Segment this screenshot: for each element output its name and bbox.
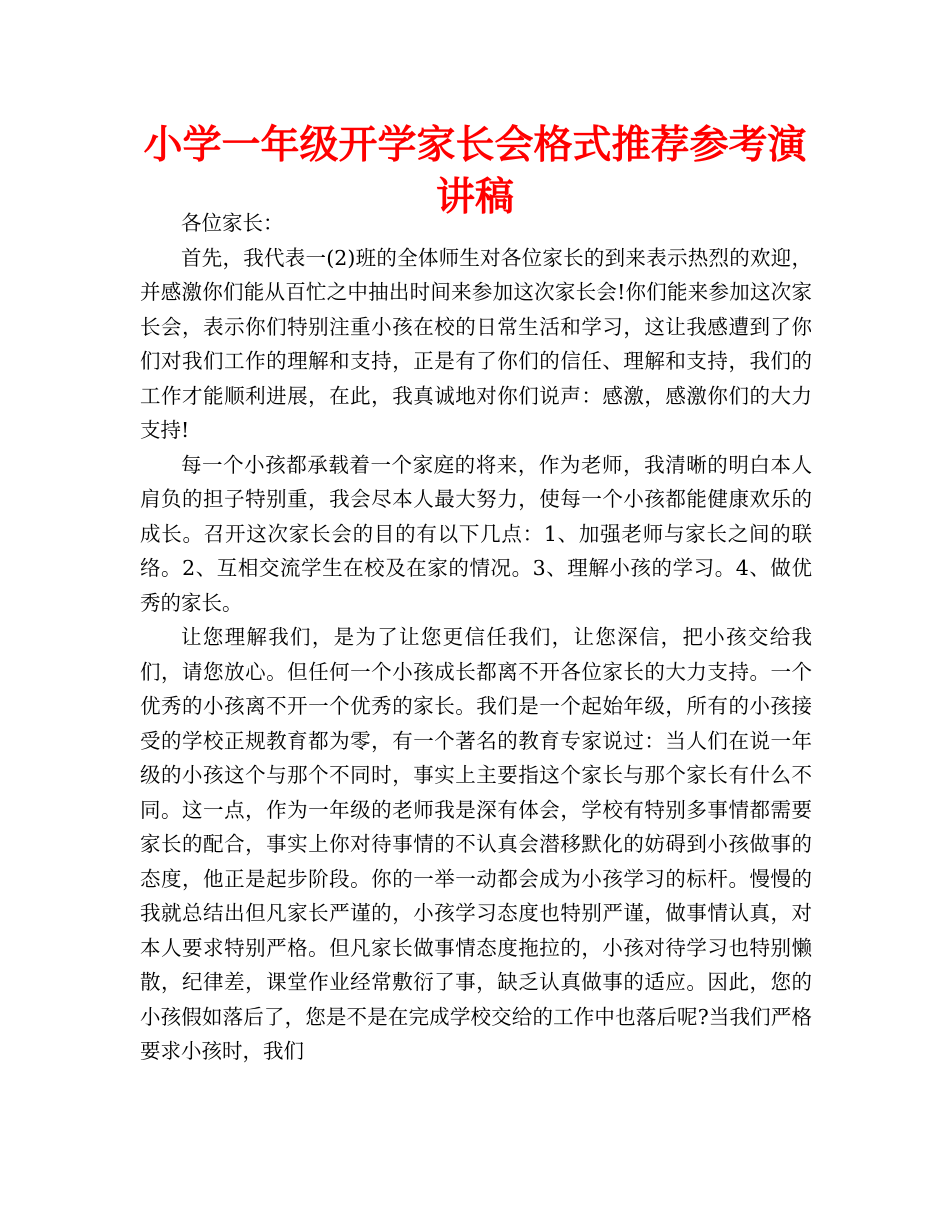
greeting: 各位家长： [181,211,284,235]
document-title: 小学一年级开学家长会格式推荐参考演讲稿 [143,123,807,220]
document-body [140,206,812,1069]
paragraph-2: 每一个小孩都承载着一个家庭的将来，作为老师，我清晰的明白本人肩负的担子特别重，我会尽本人最大努力，使每一个小孩都能健康欢乐的成长。召开这次家长会的目的有以下几点：1、加强老师与家长之间的联络。2、互相交流学生在校及在家的情况。3、理解小孩的学习。4、做优秀的家长。 [140,452,812,615]
paragraph-3: 让您理解我们，是为了让您更信任我们，让您深信，把小孩交给我们，请您放心。但任何一个小孩成长都离不开各位家长的大力支持。一个优秀的小孩离不开一个优秀的家长。我们是一个起始年级，所有的小孩接受的学校正规教育都为零，有一个著名的教育专家说过：当人们在说一年级的小孩这个与那个不同时，事实上主要指这个家长与那个家长有什么不同。这一点，作为一年级的老师我是深有体会，学校有特别多事情都需要家长的配合，事实上你对待事情的不认真会潜移默化的妨碍到小孩做事的态度，他正是起步阶段。你的一举一动都会成为小孩学习的标杆。慢慢的我就总结出但凡家长严谨的，小孩学习态度也特别严谨，做事情认真，对本人要求特别严格。但凡家长做事情态度拖拉的，小孩对待学习也特别懒散，纪律差，课堂作业经常敷衍了事，缺乏认真做事的适应。因此，您的小孩假如落后了，您是不是在完成学校交给的工作中也落后呢?当我们严格要求小孩时，我们 [140,625,812,1063]
paragraph-1: 首先，我代表一(2)班的全体师生对各位家长的到来表示热烈的欢迎，并感激你们能从百忙之中抽出时间来参加这次家长会!你们能来参加这次家长会，表示你们特别注重小孩在校的日常生活和学习，这让我感遭到了你们对我们工作的理解和支持，正是有了你们的信任、理解和支持，我们的工作才能顺利进展，在此，我真诚地对你们说声：感激，感激你们的大力支持! [140,245,812,442]
